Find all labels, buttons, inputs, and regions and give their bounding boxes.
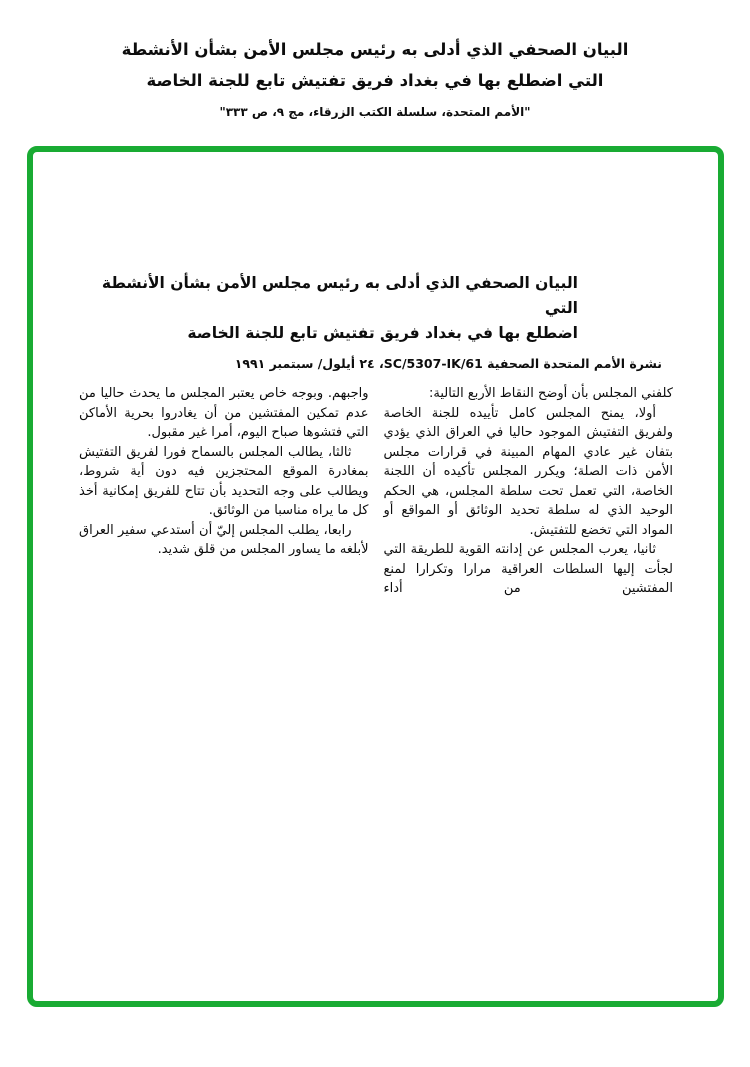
text-column-left	[79, 384, 369, 599]
document-title-line1: البيان الصحفي الذي أدلى به رئيس مجلس الأمن بشأن الأنشطة التي	[101, 274, 578, 317]
document-body	[33, 384, 718, 599]
paragraph-second-point-start: ثانيا، يعرب المجلس عن إدانته القوية للطريقة التي لجأت إليها السلطات العراقية مرارا وتكرارا لمنع المفتشين من أداء	[383, 542, 673, 596]
page-header	[0, 34, 750, 121]
header-source-note: "الأمم المتحدة، سلسلة الكتب الزرقاء، مج ٩، ص ٣٣٣"	[219, 105, 531, 119]
header-title-line2: التي اضطلع بها في بغداد فريق تفتيش تابع للجنة الخاصة	[146, 71, 604, 90]
paragraph-intro: كلفني المجلس بأن أوضح النقاط الأربع التالية:	[428, 386, 673, 401]
document-subtitle: نشرة الأمم المتحدة الصحفية SC/5307-IK/61، ٢٤ أيلول/ سبتمبر ١٩٩١	[234, 356, 662, 371]
text-column-right	[384, 384, 674, 599]
paragraph-first-point: أولا، يمنح المجلس كامل تأييده للجنة الخاصة ولفريق التفتيش الموجود حاليا في العراق الذي يؤدي بتفان غير عادي المهام المبينة في قرارات مجلس الأمن ذات الصلة؛ ويكرر المجلس تأكيده أن اللجنة الخاصة، التي تعمل تحت سلطة المجلس، هي الحكم الوحيد الذي له سلطة تحديد الوثائق أو المواقع أو المواد التي تخضع للتفتيش.	[383, 405, 673, 538]
paragraph-fourth-point: رابعا، يطلب المجلس إليّ أن أستدعي سفير العراق لأبلغه ما يساور المجلس من قلق شديد.	[79, 522, 369, 557]
paragraph-third-point: ثالثا، يطالب المجلس بالسماح فورا لفريق التفتيش بمغادرة الموقع المحتجزين فيه دون أية شروط، ويطالب على وجه التحديد بأن تتاح للفريق إمكانية أخذ كل ما يراه مناسبا من الوثائق.	[79, 444, 369, 518]
header-title-line1: البيان الصحفي الذي أدلى به رئيس مجلس الأمن بشأن الأنشطة	[121, 40, 629, 59]
document-title-line2: اضطلع بها في بغداد فريق تفتيش تابع للجنة الخاصة	[187, 324, 578, 342]
paragraph-second-point-end: واجبهم. وبوجه خاص يعتبر المجلس ما يحدث حاليا من عدم تمكين المفتشين من أن يغادروا بحرية الأماكن التي فتشوها صباح اليوم، أمرا غير مقبول.	[79, 386, 369, 440]
document-title	[33, 271, 718, 346]
document-frame	[27, 146, 724, 1007]
